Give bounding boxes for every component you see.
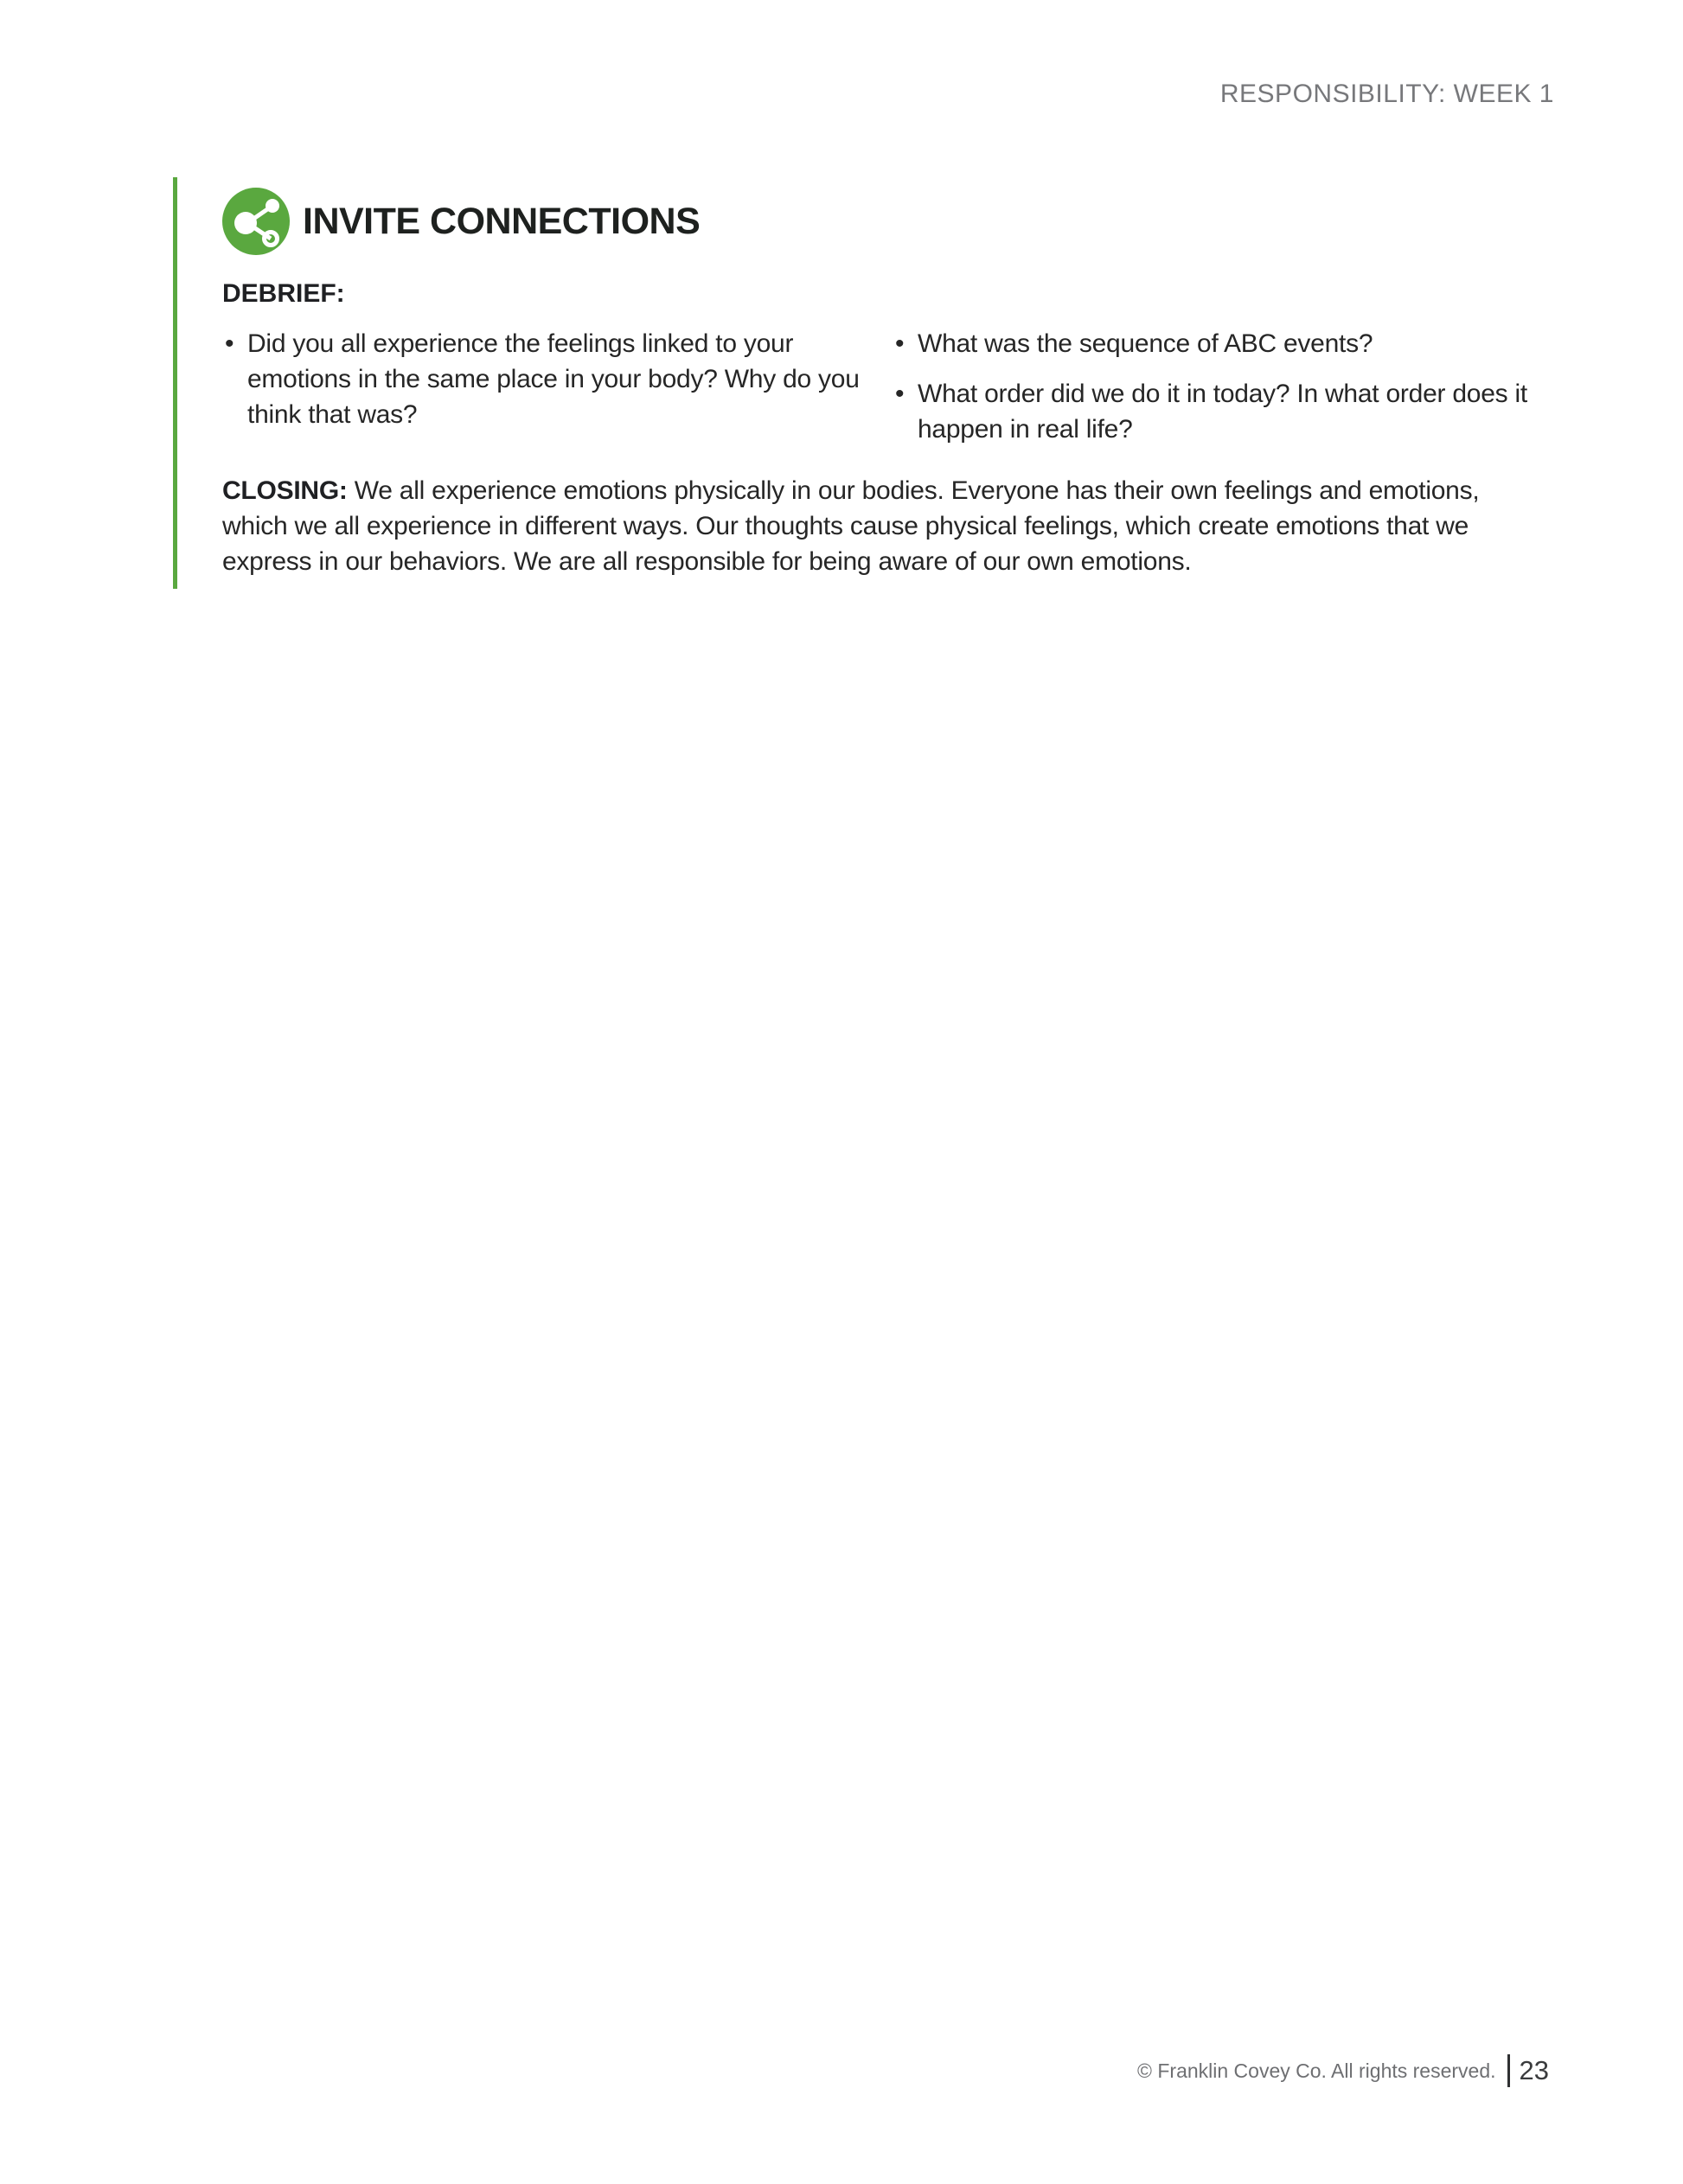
debrief-bullet-list-left — [222, 326, 893, 432]
section-title: INVITE CONNECTIONS — [303, 200, 701, 242]
closing-label: CLOSING: — [222, 476, 348, 505]
debrief-heading: DEBRIEF: — [222, 279, 345, 308]
page-number: 23 — [1519, 2055, 1549, 2085]
debrief-column-left — [222, 326, 893, 447]
debrief-columns — [222, 326, 1550, 447]
page-header: RESPONSIBILITY: WEEK 1 — [1219, 80, 1554, 108]
debrief-column-right — [893, 326, 1550, 447]
closing-text: We all experience emotions physically in our bodies. Everyone has their own feelings and emotions, which we all experience in different ways. Our thoughts cause physical feelings, which create emotions that we express in our behaviors. We are all responsible for being aware of our own emotions. — [222, 476, 1480, 576]
closing-paragraph — [222, 473, 1530, 579]
share-nodes-icon — [222, 188, 290, 255]
debrief-bullet-list-right — [893, 326, 1550, 447]
bullet-item: • What was the sequence of ABC events? — [893, 326, 1550, 361]
footer-divider — [1507, 2054, 1510, 2087]
bullet-item: • What order did we do it in today? In what order does it happen in real life? — [893, 376, 1550, 447]
section-title-row — [222, 188, 700, 255]
copyright-text: © Franklin Covey Co. All rights reserved. — [1137, 2059, 1496, 2082]
section-accent-bar — [173, 177, 177, 589]
bullet-item: • Did you all experience the feelings linked to your emotions in the same place in your body? Why do you think that was? — [222, 326, 893, 432]
page-footer — [1137, 2054, 1549, 2087]
